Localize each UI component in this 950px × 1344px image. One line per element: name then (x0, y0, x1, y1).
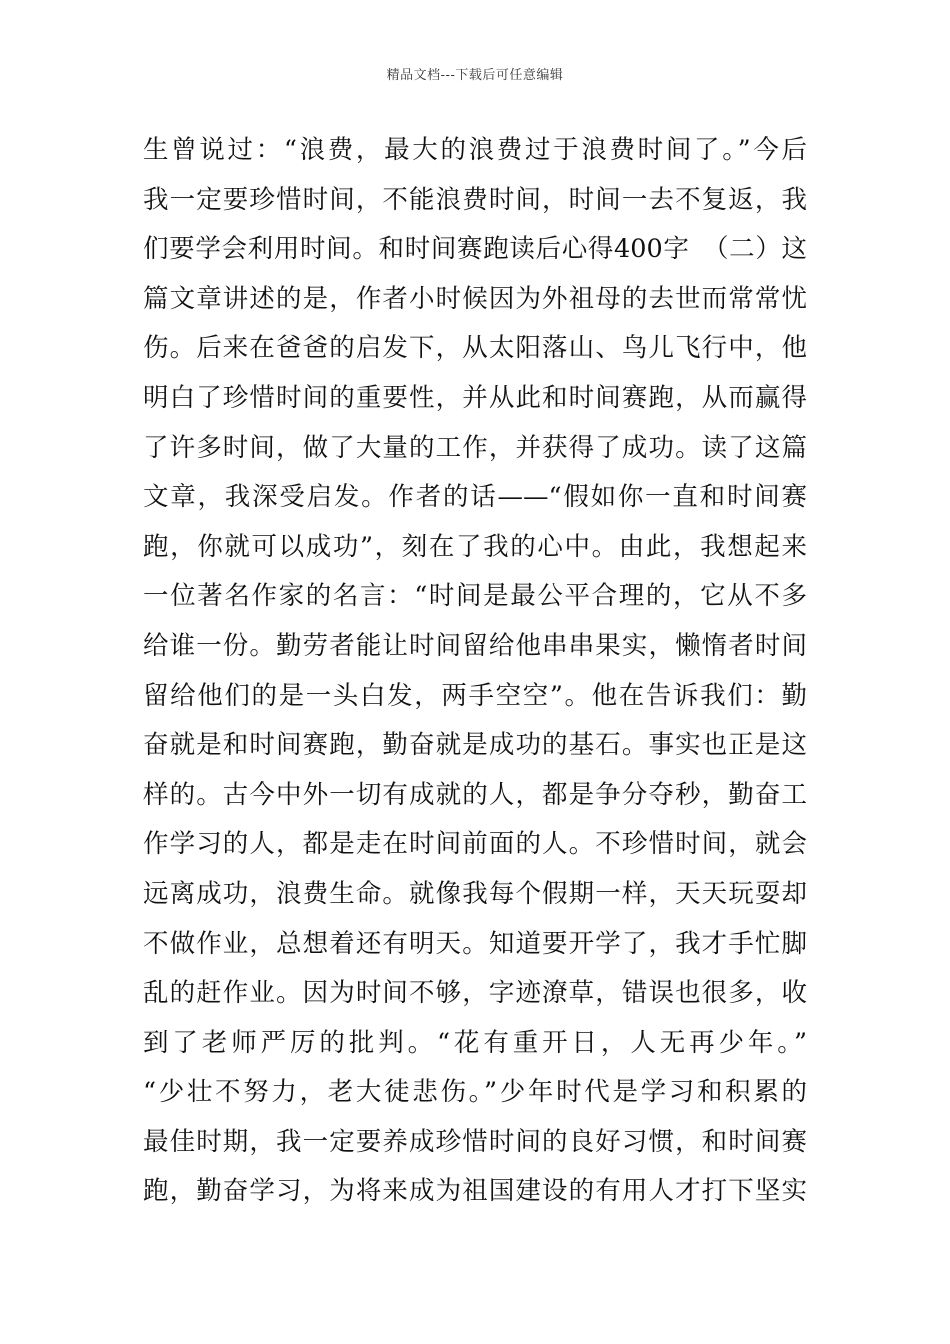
text-line: 我一定要珍惜时间，不能浪费时间，时间一去不复返，我 (143, 184, 807, 215)
text-line: 跑，勤奋学习，为将来成为祖国建设的有用人才打下坚实 (143, 1176, 807, 1207)
text-line: 生曾说过：“浪费，最大的浪费过于浪费时间了。”今后 (143, 135, 807, 165)
text-line: 篇文章讲述的是，作者小时候因为外祖母的去世而常常忧 (143, 283, 807, 314)
text-line: 明白了珍惜时间的重要性，并从此和时间赛跑，从而赢得 (143, 382, 807, 413)
text-line: 乱的赶作业。因为时间不够，字迹潦草，错误也很多，收 (143, 978, 807, 1009)
text-line: 文章，我深受启发。作者的话——“假如你一直和时间赛 (143, 482, 807, 513)
text-line: 伤。后来在爸爸的启发下，从太阳落山、鸟儿飞行中，他 (143, 333, 807, 364)
text-line: 最佳时期，我一定要养成珍惜时间的良好习惯，和时间赛 (143, 1126, 807, 1157)
text-line: 跑，你就可以成功”，刻在了我的心中。由此，我想起来 (143, 531, 807, 562)
text-line: 一位著名作家的名言：“时间是最公平合理的，它从不多 (143, 581, 807, 612)
text-line: 作学习的人，都是走在时间前面的人。不珍惜时间，就会 (143, 829, 807, 860)
text-line: 不做作业，总想着还有明天。知道要开学了，我才手忙脚 (143, 928, 807, 959)
text-line: 给谁一份。勤劳者能让时间留给他串串果实，懒惰者时间 (143, 630, 807, 661)
text-line: 样的。古今中外一切有成就的人，都是争分夺秒，勤奋工 (143, 779, 807, 810)
text-line: 留给他们的是一头白发，两手空空”。他在告诉我们：勤 (143, 680, 807, 711)
text-line: 们要学会利用时间。和时间赛跑读后心得400字 （二）这 (143, 234, 807, 265)
text-line: 奋就是和时间赛跑，勤奋就是成功的基石。事实也正是这 (143, 730, 807, 761)
page-header: 精品文档---下载后可任意编辑 (386, 68, 564, 83)
text-line: “少壮不努力，老大徒悲伤。”少年时代是学习和积累的 (143, 1077, 807, 1108)
text-line: 了许多时间，做了大量的工作，并获得了成功。读了这篇 (143, 432, 807, 463)
text-line: 远离成功，浪费生命。就像我每个假期一样，天天玩耍却 (143, 878, 807, 909)
text-line: 到了老师严厉的批判。“花有重开日，人无再少年。” (143, 1027, 807, 1058)
body-text (143, 126, 807, 1217)
